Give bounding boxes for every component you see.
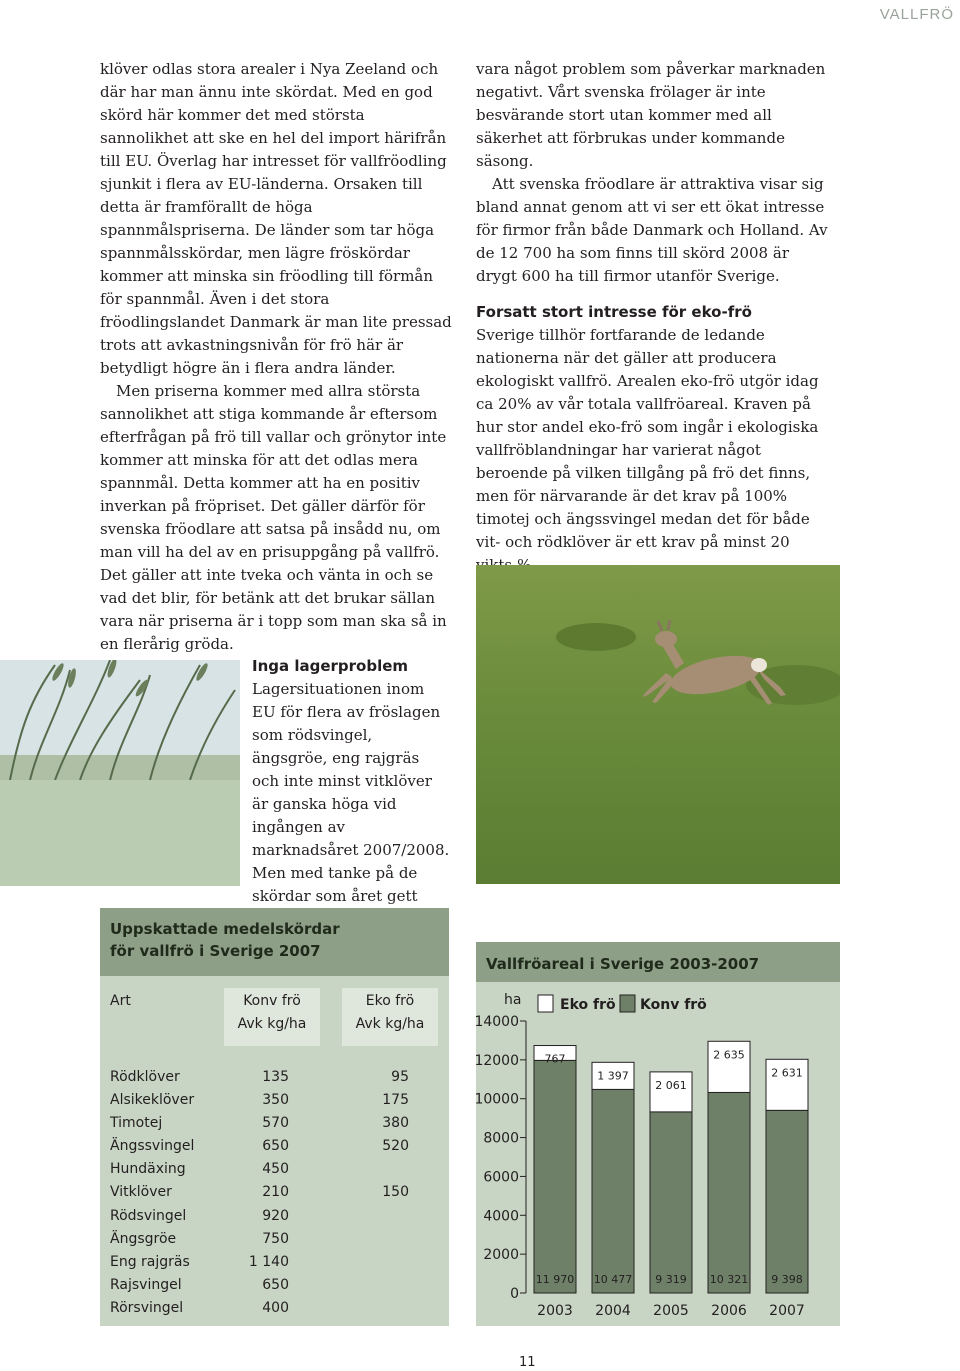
right-paragraph-3: Sverige tillhör fortfarande de ledande nationerna när det gäller att producera ekologiskt vallfrö. Arealen eko-frö utgör idag ca 20% av vår totala vallfröareal. Kraven på hur stor andel eko-frö som ingår i ekologiska vallfröblandningar har varierat något beroende på vilken tillgång på frö det finns, men för närvarande är det krav på 100% timotej och ängssvingel medan det för både vit- och rödklöver är ett krav på minst 20: [476, 326, 819, 551]
bar-konv-label: 10 321: [709, 1273, 749, 1286]
sidebar-heading: Inga lagerproblem: [252, 657, 409, 675]
column-header-art: Art: [110, 993, 131, 1009]
y-tick-label: 10000: [476, 1091, 519, 1108]
yield-table: [100, 908, 449, 1326]
row-konv-value: 135: [262, 1069, 289, 1085]
running-head: VALLFRÖ: [879, 6, 954, 23]
row-name: Eng rajgräs: [110, 1253, 190, 1270]
bar-konv: [708, 1092, 750, 1293]
table-row: [100, 1181, 449, 1204]
table-row: [100, 1089, 449, 1112]
legend-konv-label: Konv frö: [640, 997, 707, 1013]
page-number: 11: [519, 1355, 536, 1370]
bar-eko-label: 767: [544, 1052, 566, 1066]
row-name: Ängssvingel: [110, 1138, 195, 1155]
bar-eko-label: 1 397: [597, 1069, 629, 1083]
y-tick-label: 12000: [476, 1052, 519, 1069]
row-name: Rödklöver: [110, 1069, 180, 1085]
column-header-konv: [224, 988, 320, 1046]
row-eko-value: 175: [382, 1092, 409, 1109]
x-tick-label: 2006: [711, 1303, 747, 1319]
column-header-konv-line-2: Avk kg/ha: [237, 1016, 307, 1032]
bar-konv: [592, 1089, 634, 1293]
bar-konv: [766, 1110, 808, 1293]
legend-konv-swatch: [620, 995, 635, 1012]
legend-eko-swatch: [538, 995, 553, 1012]
right-paragraph-2: Att svenska fröodlare är attraktiva visar sig bland annat genom att vi ser ett ökat intresse för firmor från både Danmark och Holland. Av de 12 700 ha som finns till skörd 2008 är drygt 600 ha till firmor utanför Sverige.: [476, 175, 828, 285]
y-tick-label: 0: [510, 1286, 519, 1302]
row-konv-value: 650: [262, 1276, 289, 1293]
row-name: Rödsvingel: [110, 1207, 187, 1224]
bar-eko-label: 2 061: [655, 1078, 687, 1092]
x-tick-label: 2005: [653, 1303, 689, 1319]
sidebar-box: [240, 655, 450, 905]
table-row: [100, 1228, 449, 1251]
table-row: [100, 1274, 449, 1297]
area-chart: [476, 942, 840, 1326]
row-konv-value: 1 140: [248, 1253, 289, 1270]
bar-konv: [650, 1112, 692, 1293]
table-row: [100, 1158, 449, 1181]
yield-table-title: [100, 908, 449, 976]
bar-konv-label: 11 970: [535, 1273, 575, 1286]
column-header-konv-line-1: Konv frö: [243, 993, 301, 1009]
y-tick-label: 8000: [483, 1130, 519, 1147]
row-name: Timotej: [110, 1115, 163, 1132]
row-eko-value: 520: [382, 1138, 409, 1155]
yield-table-title-line-1: Uppskattade medelskördar: [110, 920, 340, 938]
bar-konv: [534, 1060, 576, 1293]
x-tick-label: 2007: [769, 1303, 805, 1319]
row-name: Vitklöver: [110, 1184, 172, 1201]
row-eko-value: 380: [382, 1115, 409, 1132]
y-axis-label: ha: [504, 992, 522, 1008]
bar-konv-label: 9 398: [771, 1273, 803, 1286]
left-paragraph-2: Men priserna kommer med allra största sannolikhet att stiga kommande år eftersom efterfrågan på frö till vallar och grönytor inte kommer att minska för att det odlas mera spannmål. Detta kommer att ha en positiv inverkan på fröpriset. Det gäller därför för svenska fröodlare att satsa på insådd nu, om man vill ha del av en prisuppgång på vallfrö. Det gäller att inte tveka och vänta in och se vad det blir, för betänk att det brukar sällan vara när priserna är i topp som man ska så in en flerårig gröda.: [100, 382, 447, 653]
table-row: [100, 1251, 449, 1274]
right-column: [476, 58, 832, 577]
bar-eko-label: 2 635: [713, 1048, 745, 1062]
chart-title: Vallfröareal i Sverige 2003-2007: [486, 955, 760, 973]
grass-photo: [0, 660, 240, 886]
column-header-eko-line-1: Eko frö: [365, 993, 415, 1009]
row-konv-value: 400: [262, 1299, 289, 1316]
deer-photo: [476, 565, 840, 884]
bar-konv-label: 10 477: [593, 1273, 633, 1286]
eko-heading: Forsatt stort intresse för eko-frö: [476, 303, 752, 321]
row-eko-value: 95: [391, 1069, 409, 1085]
bar-eko-label: 2 631: [771, 1066, 803, 1080]
row-konv-value: 450: [262, 1161, 289, 1178]
table-row: [100, 1112, 449, 1135]
x-tick-label: 2004: [595, 1303, 631, 1319]
bar-konv-label: 9 319: [655, 1273, 687, 1286]
y-tick-label: 6000: [483, 1169, 519, 1186]
row-name: Ängsgröe: [110, 1230, 177, 1247]
y-tick-label: 2000: [483, 1247, 519, 1264]
left-paragraph-1: klöver odlas stora arealer i Nya Zeeland och där har man ännu inte skördat. Med en god skörd här kommer det med största sannolikhet att ske en hel del import härifrån till EU. Överlag har intresset för vallfröodling sjunkit i flera av EU-länderna. Orsaken till detta är framförallt de höga spannmålspriserna. De länder som tar höga spannmålsskördar, men lägre fröskördar kommer att minska sin fröodling till förmån för spannmål. Även i det stora fröodlingslandet Danmark är man lite pressad trots att avkastningsnivån för frö här är betydligt högre än i flera andra länder.: [100, 60, 452, 377]
deer-field-illustration: [476, 565, 840, 884]
right-paragraph-1: vara något problem som påverkar marknaden negativt. Vårt svenska frölager är inte besvärande stort utan kommer med all säkerhet att förbrukas under kommande säsong.: [476, 60, 826, 170]
column-header-eko: [342, 988, 438, 1046]
sidebar-text: Lagersituationen inom EU för flera av fröslagen som rödsvingel, ängsgröe, eng rajgräs och inte minst vitklöver är ganska höga vid ingången av marknadsåret 2007/2008. Men med tanke på de skördar som året gett: [252, 680, 450, 905]
row-konv-value: 350: [262, 1092, 289, 1109]
x-tick-label: 2003: [537, 1303, 573, 1319]
row-name: Alsikeklöver: [110, 1092, 195, 1109]
grass-illustration: [0, 660, 240, 886]
column-header-eko-line-2: Avk kg/ha: [355, 1016, 425, 1032]
row-konv-value: 210: [262, 1184, 289, 1201]
legend-eko-label: Eko frö: [560, 997, 616, 1013]
table-row: [100, 1205, 449, 1228]
table-row: [100, 1297, 449, 1320]
row-name: Rajsvingel: [110, 1276, 182, 1293]
yield-table-title-line-2: för vallfrö i Sverige 2007: [110, 942, 321, 960]
yield-table-rows: [100, 1066, 449, 1320]
row-eko-value: 150: [382, 1184, 409, 1201]
area-chart-svg: [476, 942, 840, 1326]
row-konv-value: 750: [262, 1230, 289, 1247]
left-column: [100, 58, 452, 656]
row-name: Rörsvingel: [110, 1299, 184, 1316]
table-row: [100, 1135, 449, 1158]
y-tick-label: 14000: [476, 1014, 519, 1030]
row-name: Hundäxing: [110, 1161, 186, 1178]
table-row: [100, 1066, 449, 1089]
row-konv-value: 920: [262, 1207, 289, 1224]
y-tick-label: 4000: [483, 1208, 519, 1225]
row-konv-value: 570: [262, 1115, 289, 1132]
row-konv-value: 650: [262, 1138, 289, 1155]
